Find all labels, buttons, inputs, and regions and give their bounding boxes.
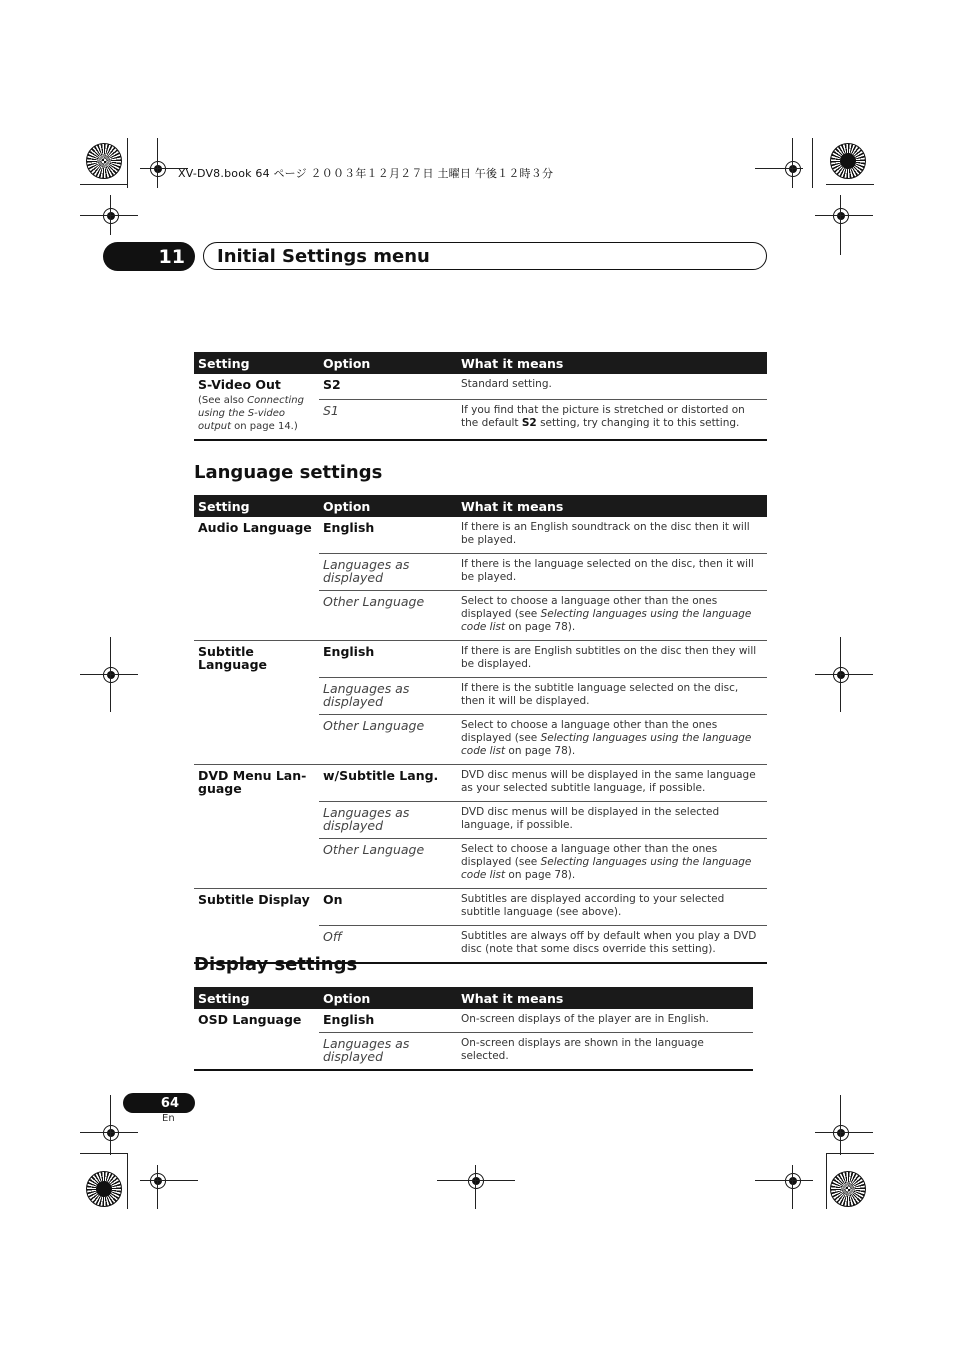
chapter-title: Initial Settings menu xyxy=(203,242,767,270)
setting-name: Subtitle Display xyxy=(194,889,319,964)
column-header-meaning: What it means xyxy=(457,352,767,374)
column-header-option: Option xyxy=(319,495,457,517)
option-cell: S2 xyxy=(323,377,341,392)
meaning-cell: Subtitles are displayed according to your selected subtitle language (see above). xyxy=(457,889,767,926)
registration-target-icon xyxy=(833,1125,849,1141)
column-header-setting: Setting xyxy=(194,987,319,1009)
registration-target-icon xyxy=(150,1173,166,1189)
table-row xyxy=(194,889,767,926)
option-cell: Off xyxy=(319,926,457,964)
column-header-meaning: What it means xyxy=(457,987,753,1009)
option-cell: Languages as displayed xyxy=(319,1033,457,1071)
option-cell: Other Language xyxy=(319,839,457,889)
language-settings-table xyxy=(194,495,767,964)
registration-burst-icon xyxy=(86,1171,122,1207)
meaning-cell: If there is the subtitle language selected on the disc, then it will be displayed. xyxy=(457,678,767,715)
section-title-language: Language settings xyxy=(194,462,383,483)
registration-target-icon xyxy=(785,161,801,177)
page-language: En xyxy=(162,1113,175,1124)
option-cell: Languages as displayed xyxy=(319,802,457,839)
registration-target-icon xyxy=(468,1173,484,1189)
setting-name: S-Video Out xyxy=(198,377,281,392)
setting-cell xyxy=(194,374,319,440)
registration-target-icon xyxy=(103,1125,119,1141)
meaning-cell: On-screen displays are shown in the language selected. xyxy=(457,1033,753,1071)
meaning-cell: Select to choose a language other than the ones displayed (see Selecting languages using the language code list on page 78). xyxy=(457,591,767,641)
column-header-setting: Setting xyxy=(194,495,319,517)
meaning-cell: If there is an English soundtrack on the disc then it will be played. xyxy=(461,521,750,546)
column-header-option: Option xyxy=(319,987,457,1009)
meaning-cell: Select to choose a language other than the ones displayed (see Selecting languages using the language code list on page 78). xyxy=(457,839,767,889)
option-cell: Other Language xyxy=(319,715,457,765)
setting-name: Audio Language xyxy=(198,520,312,535)
registration-target-icon xyxy=(833,667,849,683)
meaning-cell: DVD disc menus will be displayed in the same language as your selected subtitle language, if possible. xyxy=(457,765,767,802)
table-row xyxy=(194,641,767,678)
column-header-meaning: What it means xyxy=(457,495,767,517)
registration-burst-icon xyxy=(830,1171,866,1207)
setting-name: Subtitle Language xyxy=(194,641,319,765)
print-job-line: XV-DV8.book 64 ページ ２００３年１２月２７日 土曜日 午後１２時３分 xyxy=(178,167,554,180)
registration-target-icon xyxy=(785,1173,801,1189)
meaning-cell: Subtitles are always off by default when you play a DVD disc (note that some discs override this setting). xyxy=(457,926,767,964)
column-header-setting: Setting xyxy=(194,352,319,374)
setting-name: DVD Menu Lan-guage xyxy=(194,765,319,889)
registration-target-icon xyxy=(833,208,849,224)
chapter-number-badge: 11 xyxy=(103,242,195,271)
video-settings-table xyxy=(194,352,767,441)
table-row xyxy=(194,1009,753,1033)
meaning-cell: Standard setting. xyxy=(461,378,552,390)
meaning-cell: If there is the language selected on the disc, then it will be played. xyxy=(457,554,767,591)
registration-burst-icon xyxy=(830,143,866,179)
option-cell: Languages as displayed xyxy=(319,554,457,591)
option-cell: English xyxy=(323,520,375,535)
setting-name: OSD Language xyxy=(198,1012,302,1027)
registration-target-icon xyxy=(103,667,119,683)
meaning-cell: On-screen displays of the player are in English. xyxy=(461,1013,709,1025)
option-cell: S1 xyxy=(319,399,457,440)
column-header-option: Option xyxy=(319,352,457,374)
option-cell: Other Language xyxy=(319,591,457,641)
meaning-cell: If there is are English subtitles on the disc then they will be displayed. xyxy=(457,641,767,678)
table-row xyxy=(194,517,767,554)
table-row xyxy=(194,374,767,399)
option-cell: w/Subtitle Lang. xyxy=(319,765,457,802)
meaning-cell: DVD disc menus will be displayed in the selected language, if possible. xyxy=(457,802,767,839)
option-cell: English xyxy=(319,641,457,678)
section-title-display: Display settings xyxy=(194,954,358,975)
page-number: 64 xyxy=(123,1093,195,1113)
meaning-cell: If you find that the picture is stretched or distorted on the default S2 setting, try changing it to this setting. xyxy=(457,399,767,440)
option-cell: On xyxy=(319,889,457,926)
registration-burst-icon xyxy=(86,143,122,179)
meaning-cell: Select to choose a language other than the ones displayed (see Selecting languages using the language code list on page 78). xyxy=(457,715,767,765)
table-row xyxy=(194,765,767,802)
option-cell: Languages as displayed xyxy=(319,678,457,715)
registration-target-icon xyxy=(150,161,166,177)
cross-reference-note: (See also Connecting using the S-video output on page 14.) xyxy=(198,395,304,432)
display-settings-table xyxy=(194,987,753,1071)
registration-target-icon xyxy=(103,208,119,224)
option-cell: English xyxy=(323,1012,375,1027)
